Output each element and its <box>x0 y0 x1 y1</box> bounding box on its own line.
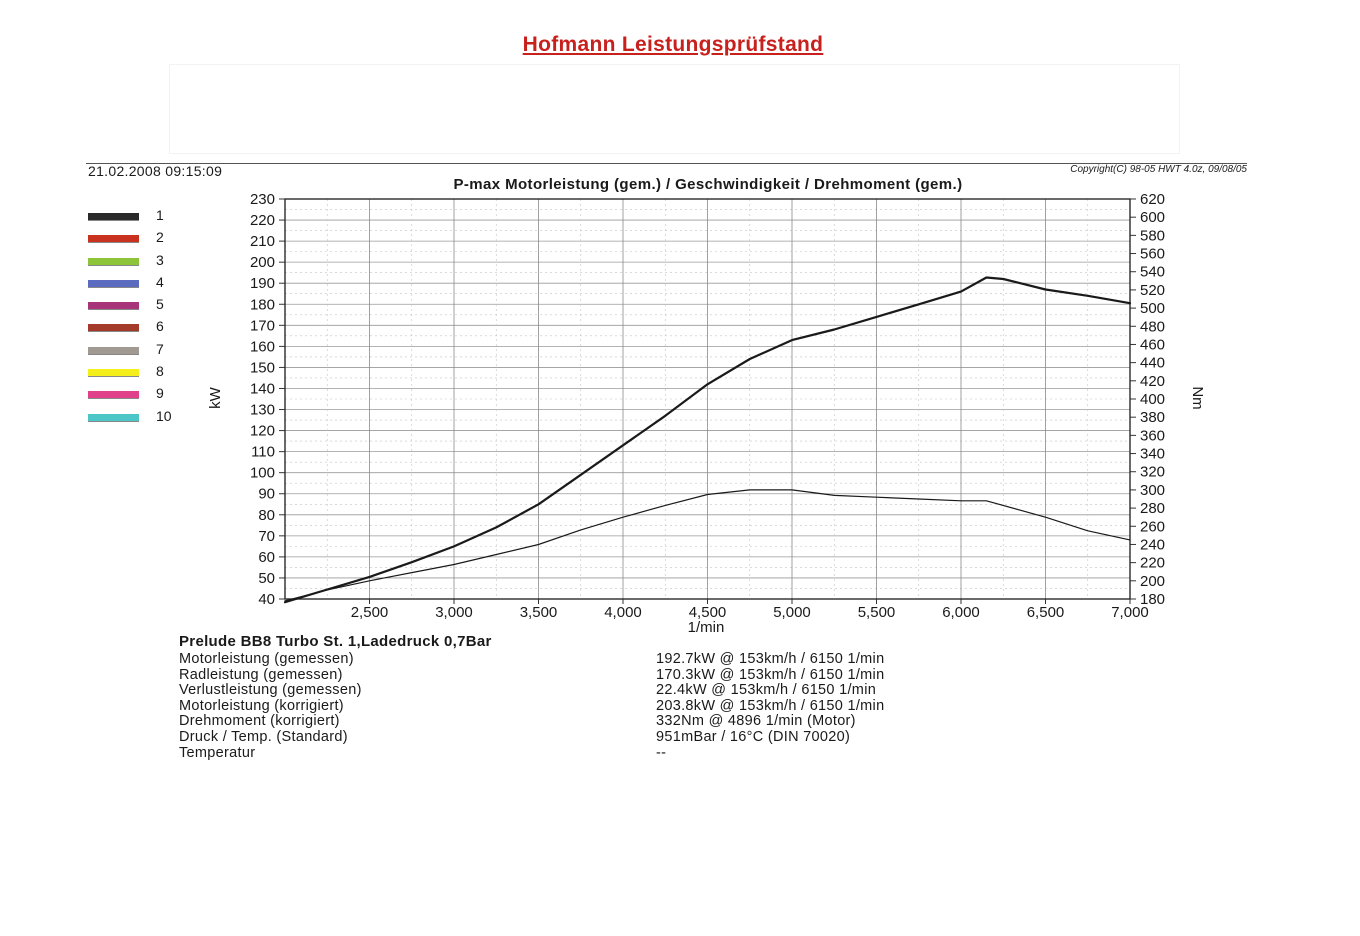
y-left-tick-label: 180 <box>249 296 275 314</box>
y-right-tick-label: 460 <box>1140 336 1166 354</box>
legend-label: 8 <box>156 363 164 380</box>
info-value: 951mBar / 16°C (DIN 70020) <box>656 728 851 745</box>
info-value: -- <box>656 744 667 761</box>
y-left-tick-label: 230 <box>249 191 275 208</box>
legend-label: 10 <box>156 407 172 424</box>
y-right-tick-label: 220 <box>1140 554 1166 572</box>
y-left-tick-label: 220 <box>249 212 275 230</box>
info-value: 192.7kW @ 153km/h / 6150 1/min <box>656 651 885 667</box>
y-left-tick-label: 140 <box>249 380 275 398</box>
legend-label: 4 <box>156 273 164 290</box>
chart-grid <box>285 199 1130 599</box>
y-left-tick-label: 80 <box>258 506 275 524</box>
x-tick-label: 2,500 <box>350 604 389 621</box>
legend-label: 1 <box>156 207 164 223</box>
y-right-tick-label: 320 <box>1140 463 1166 481</box>
info-label: Radleistung (gemessen) <box>179 666 343 683</box>
x-tick-label: 4,000 <box>604 604 642 621</box>
y-right-tick-label: 280 <box>1140 500 1166 518</box>
info-label: Motorleistung (korrigiert) <box>179 697 344 714</box>
info-label: Drehmoment (korrigiert) <box>179 713 340 730</box>
y-left-tick-label: 120 <box>249 422 275 440</box>
test-result-panel <box>179 633 1179 760</box>
y-right-tick-label: 420 <box>1140 372 1166 390</box>
info-value: 22.4kW @ 153km/h / 6150 1/min <box>656 682 877 699</box>
info-row <box>179 745 1179 761</box>
x-tick-label: 3,000 <box>435 604 473 621</box>
y-left-tick-label: 130 <box>249 401 275 419</box>
y-axis-label-left: kW <box>207 387 224 409</box>
info-row <box>179 651 1179 667</box>
y-right-tick-label: 240 <box>1140 536 1166 554</box>
y-left-tick-label: 110 <box>251 443 275 461</box>
y-left-tick-label: 90 <box>258 485 275 503</box>
y-left-tick-label: 160 <box>249 338 275 356</box>
info-label: Temperatur <box>179 744 256 761</box>
y-right-tick-label: 260 <box>1140 518 1166 536</box>
y-right-tick-label: 500 <box>1140 300 1166 318</box>
x-tick-label: 6,000 <box>942 604 980 621</box>
y-left-tick-label: 170 <box>249 317 275 335</box>
legend-label: 9 <box>156 385 164 402</box>
y-right-tick-label: 400 <box>1140 391 1166 408</box>
x-tick-label: 3,500 <box>519 604 558 621</box>
info-label: Druck / Temp. (Standard) <box>179 728 348 745</box>
y-left-tick-label: 200 <box>249 254 275 272</box>
y-left-tick-label: 40 <box>258 591 275 608</box>
y-right-tick-label: 560 <box>1140 245 1166 263</box>
x-tick-label: 4,500 <box>688 604 727 621</box>
y-right-tick-label: 180 <box>1140 591 1166 608</box>
y-left-tick-label: 150 <box>249 359 275 377</box>
y-right-tick-label: 300 <box>1140 481 1166 499</box>
info-label: Motorleistung (gemessen) <box>179 651 354 667</box>
y-right-tick-label: 440 <box>1140 354 1166 372</box>
y-left-tick-label: 210 <box>249 233 275 251</box>
legend-label: 7 <box>156 340 164 357</box>
y-right-tick-label: 520 <box>1140 281 1166 299</box>
chart-title: P-max Motorleistung (gem.) / Geschwindigkeit / Drehmoment (gem.) <box>453 176 963 193</box>
info-label: Verlustleistung (gemessen) <box>179 682 362 699</box>
y-right-tick-label: 360 <box>1140 427 1166 445</box>
y-right-tick-label: 480 <box>1140 318 1166 336</box>
info-row <box>179 729 1179 745</box>
y-left-tick-label: 50 <box>258 569 275 587</box>
x-tick-label: 6,500 <box>1026 604 1065 621</box>
info-row <box>179 667 1179 683</box>
y-right-tick-label: 540 <box>1140 263 1166 281</box>
timestamp: 21.02.2008 09:15:09 <box>88 163 223 179</box>
info-row <box>179 698 1179 714</box>
x-tick-label: 5,000 <box>773 604 811 621</box>
info-row <box>179 713 1179 729</box>
y-right-tick-label: 600 <box>1140 209 1166 227</box>
y-right-tick-label: 620 <box>1140 191 1166 208</box>
x-tick-label: 7,000 <box>1111 604 1149 621</box>
x-axis-label: 1/min <box>687 619 725 636</box>
y-right-tick-label: 340 <box>1140 445 1166 463</box>
x-tick-label: 5,500 <box>857 604 896 621</box>
legend-label: 6 <box>156 318 164 335</box>
y-left-tick-label: 100 <box>249 464 275 482</box>
y-left-tick-label: 190 <box>249 275 275 293</box>
y-left-tick-label: 60 <box>258 548 275 566</box>
copyright-notice: Copyright(C) 98-05 HWT 4.0z, 09/08/05 <box>1070 164 1247 175</box>
y-left-tick-label: 70 <box>258 527 275 545</box>
legend-label: 5 <box>156 296 164 313</box>
info-value: 170.3kW @ 153km/h / 6150 1/min <box>656 666 885 683</box>
info-row <box>179 682 1179 698</box>
page-title: Hofmann Leistungsprüfstand <box>522 33 824 56</box>
legend-label: 2 <box>156 229 164 246</box>
y-right-tick-label: 200 <box>1140 572 1166 590</box>
y-axis-label-right: Nm <box>1189 386 1206 410</box>
vehicle-heading: Prelude BB8 Turbo St. 1,Ladedruck 0,7Bar <box>179 633 492 650</box>
y-right-tick-label: 380 <box>1140 409 1166 427</box>
info-value: 203.8kW @ 153km/h / 6150 1/min <box>656 697 885 714</box>
info-value: 332Nm @ 4896 1/min (Motor) <box>656 713 856 730</box>
legend-label: 3 <box>156 251 164 268</box>
y-right-tick-label: 580 <box>1140 227 1166 245</box>
